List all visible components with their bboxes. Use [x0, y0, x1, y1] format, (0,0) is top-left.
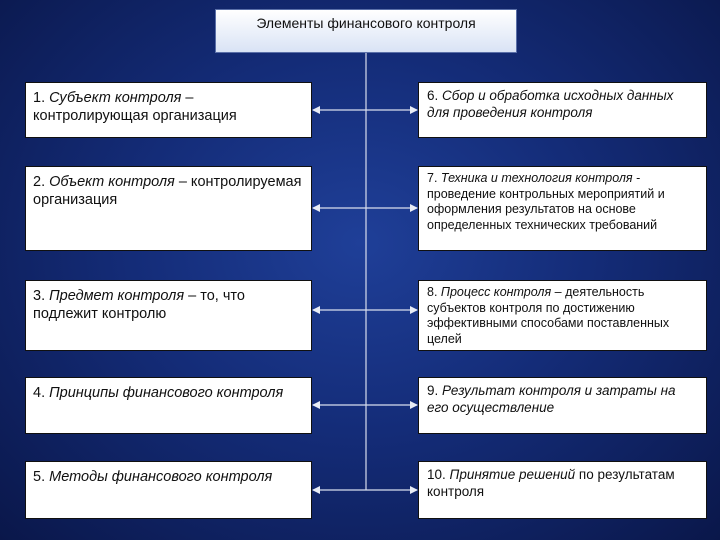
item-term: Сбор и обработка исходных данных для проведения контроля: [427, 88, 674, 120]
item-term: Принципы финансового контроля: [49, 385, 284, 401]
item-term: Процесс контроля: [440, 285, 552, 299]
item-number: 8.: [427, 285, 441, 299]
item-text: – контролирующая организация: [33, 90, 237, 124]
left-box-1: [25, 82, 312, 138]
right-box-6: [418, 82, 707, 138]
right-box-10: [418, 461, 707, 519]
item-term: Техника и технология контроля: [440, 171, 633, 185]
item-text: – то, что подлежит контролю: [33, 288, 245, 322]
item-text: - проведение контрольных мероприятий и оформления результатов на основе определенных технических требований: [427, 171, 665, 232]
right-box-9: [418, 377, 707, 434]
item-number: 1.: [33, 90, 50, 106]
left-box-4: [25, 377, 312, 434]
item-text: – контролируемая организация: [33, 174, 302, 208]
item-number: 5.: [33, 469, 50, 485]
item-term: Объект контроля: [49, 174, 175, 190]
item-number: 10.: [427, 467, 450, 482]
item-number: 3.: [33, 288, 50, 304]
item-term: Предмет контроля: [49, 288, 185, 304]
item-term: Результат контроля и затраты на его осуществление: [427, 383, 676, 415]
left-box-5: [25, 461, 312, 519]
item-term: Методы финансового контроля: [49, 469, 273, 485]
item-number: 9.: [427, 383, 443, 398]
item-number: 6.: [427, 88, 443, 103]
item-term: Субъект контроля: [49, 90, 182, 106]
right-box-7: [418, 166, 707, 251]
diagram-title: Элементы финансового контроля: [215, 9, 517, 53]
item-number: 4.: [33, 385, 50, 401]
item-text: по результатам контроля: [427, 467, 675, 499]
item-text: – деятельность субъектов контроля по достижению эффективными способами поставленных целей: [427, 285, 670, 346]
item-number: 2.: [33, 174, 50, 190]
left-box-2: [25, 166, 312, 251]
item-number: 7.: [427, 171, 441, 185]
left-box-3: [25, 280, 312, 351]
item-term: Принятие решений: [449, 467, 576, 482]
right-box-8: [418, 280, 707, 351]
